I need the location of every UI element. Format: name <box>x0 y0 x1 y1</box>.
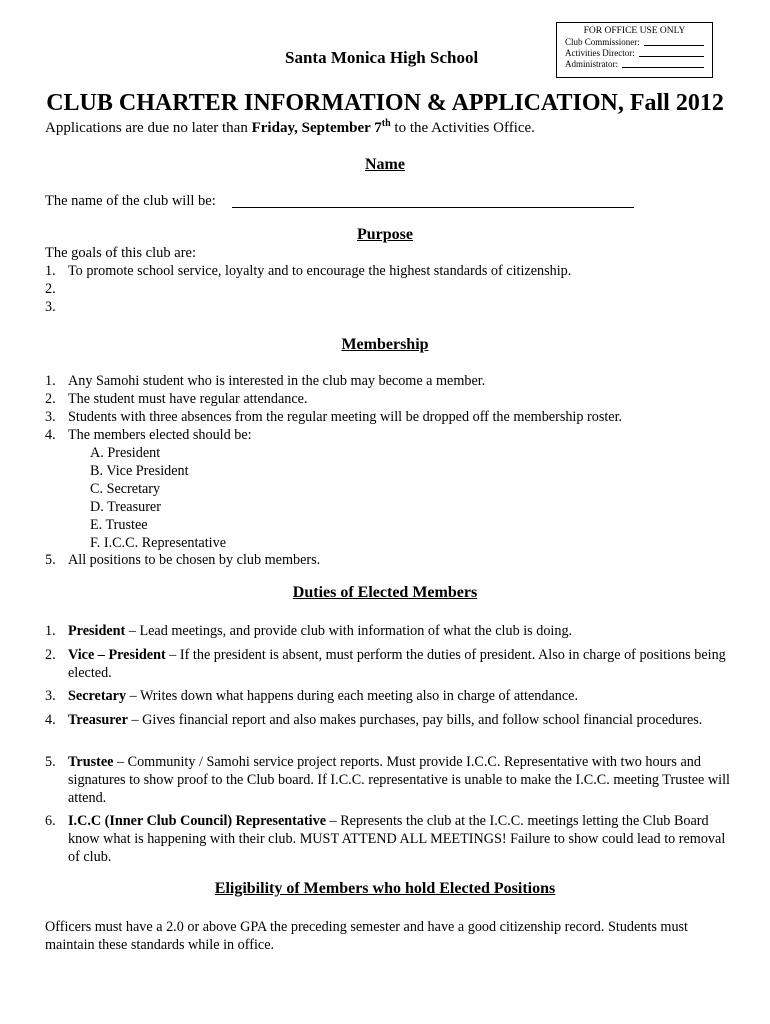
position-item: F. I.C.C. Representative <box>90 535 226 551</box>
signature-line <box>622 59 704 68</box>
office-row-commissioner <box>565 37 712 48</box>
due-pre: Applications are due no later than <box>45 120 252 136</box>
membership-item: 1. Any Samohi student who is interested in the club may become a member. <box>45 373 486 389</box>
office-row-director <box>565 48 712 59</box>
purpose-item: 3. <box>45 299 56 315</box>
membership-item: 3. Students with three absences from the regular meeting will be dropped off the membership roster. <box>45 409 623 425</box>
membership-item: 5. All positions to be chosen by club members. <box>45 552 321 568</box>
duty-item: 1. President – Lead meetings, and provide club with information of what the club is doing. <box>45 623 573 639</box>
duty-item: 4. Treasurer – Gives financial report and also makes purchases, pay bills, and follow school financial procedures. <box>45 712 703 728</box>
position-item: C. Secretary <box>90 481 161 497</box>
document-title: CLUB CHARTER INFORMATION & APPLICATION, Fall 2012 <box>46 90 724 116</box>
due-date-note <box>45 118 535 137</box>
office-row-administrator <box>565 59 712 70</box>
signature-line <box>639 48 704 57</box>
school-name: Santa Monica High School <box>285 48 479 67</box>
purpose-item: 2. <box>45 281 56 297</box>
duty-item: 6. I.C.C (Inner Club Council) Representative – Represents the club at the I.C.C. meetings letting the Club Board know what is happening with their club. MUST ATTEND ALL MEETINGS! Failure to show could lead to removal of club. <box>45 813 726 865</box>
membership-heading: Membership <box>341 336 429 353</box>
eligibility-heading: Eligibility of Members who hold Elected Positions <box>214 880 556 897</box>
duties-heading: Duties of Elected Members <box>292 584 478 601</box>
duty-item: 2. Vice – President – If the president is absent, must perform the duties of president. Also in charge of positions being elected. <box>45 647 726 681</box>
purpose-heading: Purpose <box>357 226 413 243</box>
club-name-field[interactable] <box>232 207 634 208</box>
position-item: A. President <box>90 445 161 461</box>
position-item: B. Vice President <box>90 463 189 479</box>
membership-item: 2. The student must have regular attendance. <box>45 391 308 407</box>
office-row-label: Club Commissioner: <box>565 37 640 47</box>
office-use-box <box>556 22 713 78</box>
membership-item: 4. The members elected should be: <box>45 427 252 443</box>
office-row-label: Activities Director: <box>565 48 635 58</box>
due-post: to the Activities Office. <box>390 120 535 136</box>
office-row-label: Administrator: <box>565 59 618 69</box>
office-use-title: FOR OFFICE USE ONLY <box>583 26 686 36</box>
club-name-prompt: The name of the club will be: <box>45 193 216 209</box>
due-date: Friday, September 7th <box>251 118 391 136</box>
purpose-item: 1. To promote school service, loyalty and to encourage the highest standards of citizenship. <box>45 263 572 279</box>
signature-line <box>644 37 704 46</box>
position-item: D. Treasurer <box>90 499 161 515</box>
duty-item: 5. Trustee – Community / Samohi service project reports. Must provide I.C.C. Representative with two hours and signatures to show proof to the Club board. If I.C.C. representative is unable to make the I.C.C. meeting Trustee will attend. <box>45 754 730 806</box>
eligibility-text: Officers must have a 2.0 or above GPA the preceding semester and have a good citizenship record. Students must maintain these standards while in office. <box>45 919 689 953</box>
position-item: E. Trustee <box>90 517 148 533</box>
purpose-intro: The goals of this club are: <box>45 245 196 261</box>
name-heading: Name <box>365 156 405 173</box>
duty-item: 3. Secretary – Writes down what happens during each meeting also in charge of attendance. <box>45 688 579 704</box>
